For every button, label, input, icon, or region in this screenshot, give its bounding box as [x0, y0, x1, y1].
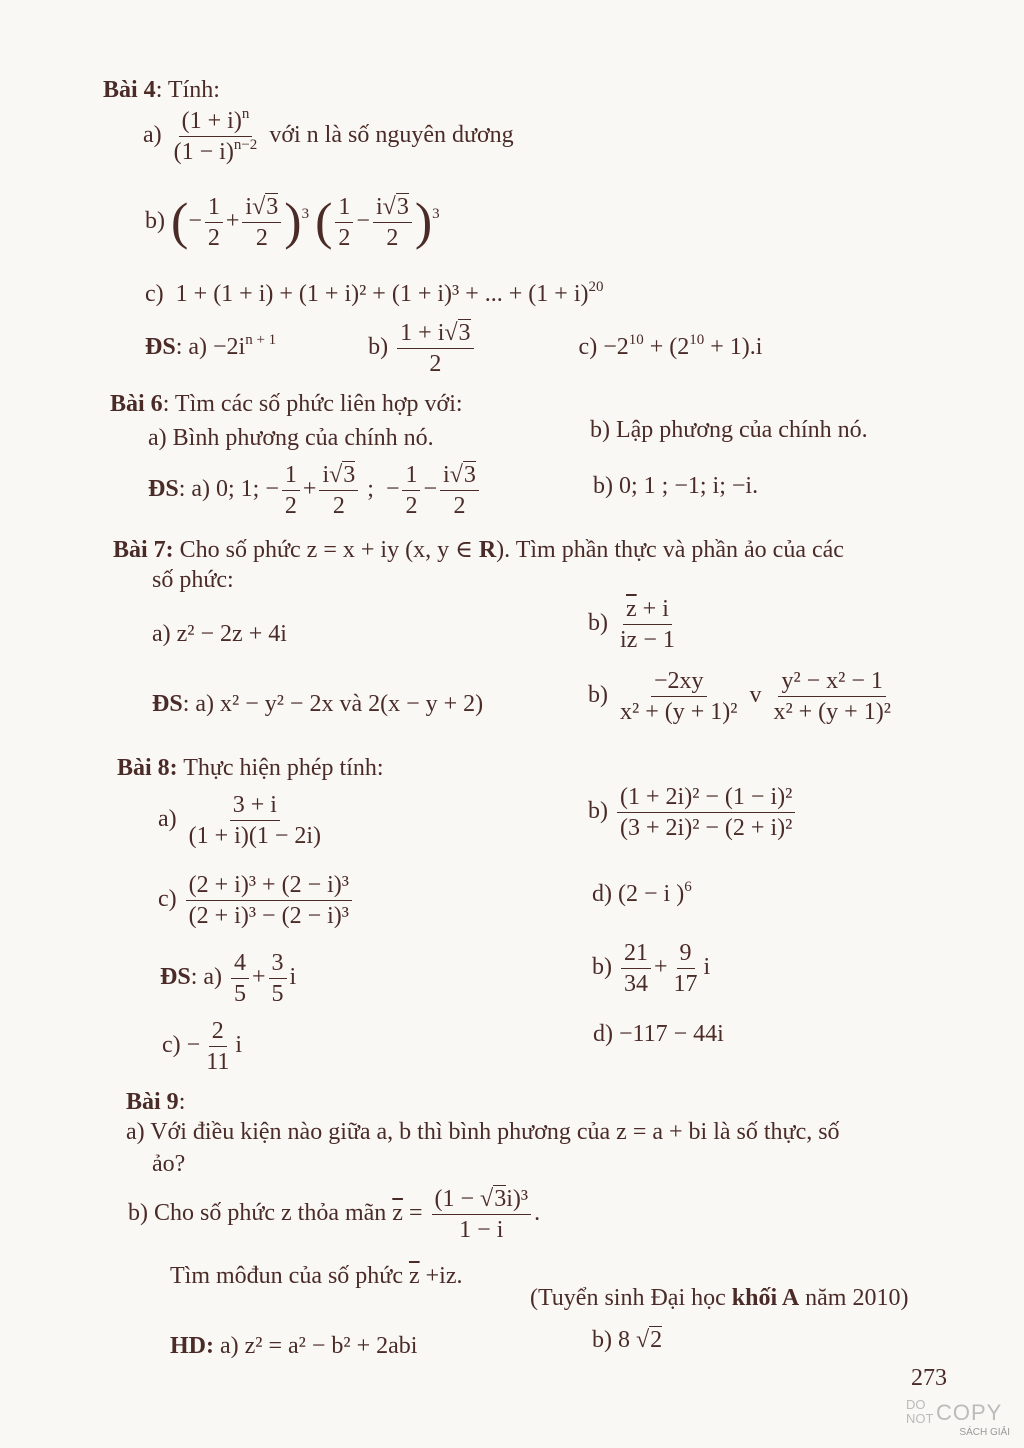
bai8-title: Bài 8: Thực hiện phép tính:: [117, 755, 384, 781]
bai6-answer: ĐS: a) 0; 1; − $\frac{1}{2}$ + $\frac{i√3}{2}$ ; − $\frac{1}{2}$ − $\frac{i√3}{2}$: [148, 462, 482, 519]
bai8-answer-c: c) − $\frac{2}{11}$ i: [162, 1018, 242, 1075]
bai6-title: Bài 6: Tìm các số phức liên hợp với:: [110, 391, 463, 417]
bai4-c: c) 1 + (1 + i) + (1 + i)² + (1 + i)³ + ... + $(1 + i)^{20}$: [145, 279, 604, 307]
bai8-b: b) $\frac{\text{(1 + 2i)² − (1 − i)²}}{\text{(3 + 2i)² − (2 + i)²}}$: [588, 784, 798, 841]
bai4-a: a) $\frac{(1 + i)^n}{(1 - i)^{n-2}}$ với n là số nguyên dương: [143, 106, 514, 165]
bai8-a: a) $\frac{3 + i}{(1 + i)(1 - 2i)}$: [158, 792, 322, 849]
bai8-c: c) $\frac{\text{(2 + i)³ + (2 − i)³}}{\text{(2 + i)³ − (2 − i)³}}$: [158, 872, 355, 929]
bai9-b-line2: Tìm môđun của số phức $\overline{z} +iz$.: [170, 1263, 463, 1289]
bai4-answer: ĐS: $a) -2i^{n + 1}$ b) $\frac{1 + i√3}{2}$ $c) -2^{10} + (2^{10} + 1).i$: [145, 320, 763, 377]
bai9-title: Bài 9:: [126, 1089, 186, 1115]
bai7-a: a) z² − 2z + 4i: [152, 621, 287, 647]
bai6-answer-b: b) 0; 1 ; −1; i; −i.: [593, 473, 759, 499]
bai6-b: b) Lập phương của chính nó.: [590, 417, 868, 443]
page-number: 273: [911, 1365, 947, 1391]
bai7-title: Bài 7: Cho số phức z = x + iy (x, y ∈ R). Tìm phần thực và phần ảo của các: [113, 537, 844, 563]
bai9-hint-a: HD: a) z² = a² − b² + 2abi: [170, 1333, 418, 1359]
bai8-answer-a: ĐS: a) $\frac{4}{5}$ + $\frac{3}{5}$ i: [160, 950, 297, 1007]
bai4-title: Bài 4: Tính:: [103, 77, 220, 103]
bai7-answer-b: b) $\frac{-2xy}{\text{x² + (y + 1)²}}$ v $\frac{\text{y² − x² − 1}}{\text{x² + (y + 1)²}}$: [588, 668, 891, 725]
bai9-a-line1: a) Với điều kiện nào giữa a, b thì bình phương của z = a + bi là số thực, số: [126, 1119, 840, 1145]
watermark-logo: DO NOT COPY SÁCH GIẢI: [906, 1397, 1010, 1438]
bai9-hint-b: b) 8 √2: [592, 1327, 663, 1353]
bai9-source: (Tuyển sinh Đại học khối A năm 2010): [530, 1285, 909, 1311]
bai8-answer-b: b) $\frac{21}{34}$ + $\frac{9}{17}$ i: [592, 940, 711, 997]
bai8-d: d) (2 − i )$^6$: [592, 879, 692, 907]
bai8-answer-d: d) −117 − 44i: [593, 1021, 724, 1047]
bai6-a: a) Bình phương của chính nó.: [148, 425, 434, 451]
bai9-a-line2: ảo?: [152, 1151, 186, 1177]
bai9-b: b) Cho số phức z thỏa mãn $\overline{z}$ = $\frac{\text{(1 − √3i)³}}{1 - i}$ .: [128, 1186, 541, 1243]
bai7-b: b) $\frac{\overline{z} + i}{iz - 1}$: [588, 596, 675, 653]
bai7-title-line2: số phức:: [152, 567, 234, 593]
bai4-b: b) (− $\frac{1}{2}$ + $\frac{i√3}{2}$ )$^3$ ( $\frac{1}{2}$ − $\frac{i√3}{2}$ )$^3$: [145, 193, 440, 251]
bai7-answer-a: ĐS: a) x² − y² − 2x và 2(x − y + 2): [152, 691, 484, 717]
